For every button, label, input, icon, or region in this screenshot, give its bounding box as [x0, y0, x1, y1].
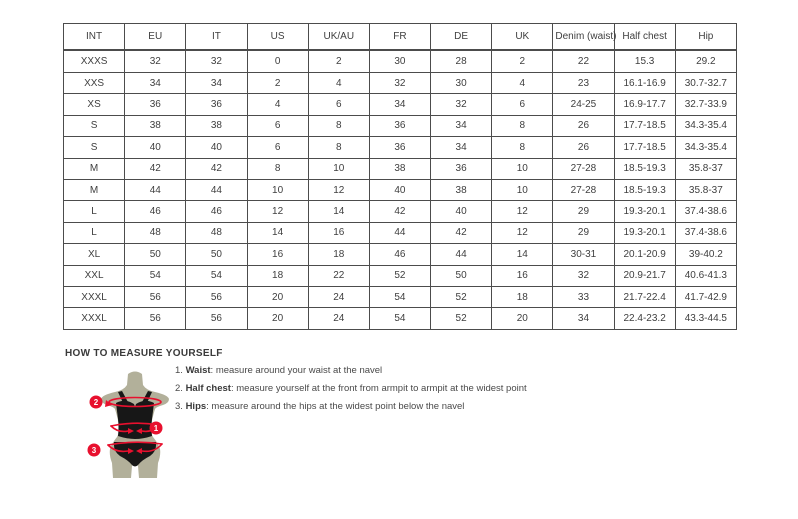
- table-cell: 38: [186, 115, 247, 136]
- table-cell: 30: [369, 50, 430, 72]
- size-row-s: [64, 115, 737, 136]
- table-cell: XS: [64, 94, 125, 115]
- column-header-uk-au: UK/AU: [308, 24, 369, 51]
- table-cell: 8: [308, 137, 369, 158]
- table-cell: 2: [247, 72, 308, 93]
- table-cell: 20: [247, 308, 308, 330]
- table-cell: 24: [308, 308, 369, 330]
- table-cell: 17.7-18.5: [614, 137, 675, 158]
- instruction-label: Hips: [185, 401, 207, 412]
- table-cell: 16: [492, 265, 553, 286]
- table-cell: 18: [492, 287, 553, 308]
- measurement-diagram: [85, 371, 185, 491]
- instruction-text: : measure yourself at the front from armpit to armpit at the widest point: [230, 383, 527, 394]
- table-cell: 34: [431, 115, 492, 136]
- table-cell: 40: [125, 137, 186, 158]
- size-row-l: [64, 222, 737, 243]
- table-cell: 12: [308, 179, 369, 200]
- table-cell: 34: [431, 137, 492, 158]
- instruction-number: 2.: [175, 383, 186, 394]
- table-cell: 22: [308, 265, 369, 286]
- table-cell: 18: [247, 265, 308, 286]
- table-cell: 27-28: [553, 158, 614, 179]
- size-row-xxs: [64, 72, 737, 93]
- table-cell: 34: [125, 72, 186, 93]
- table-cell: 56: [186, 308, 247, 330]
- table-cell: 54: [186, 265, 247, 286]
- table-cell: 52: [431, 287, 492, 308]
- table-cell: 43.3-44.5: [675, 308, 736, 330]
- table-cell: S: [64, 137, 125, 158]
- table-cell: 8: [247, 158, 308, 179]
- table-cell: L: [64, 201, 125, 222]
- size-chart-table: [63, 23, 737, 330]
- table-cell: 36: [369, 137, 430, 158]
- table-cell: 54: [369, 308, 430, 330]
- table-cell: XXXL: [64, 308, 125, 330]
- table-cell: 14: [247, 222, 308, 243]
- table-cell: 50: [125, 244, 186, 265]
- table-cell: 20: [492, 308, 553, 330]
- table-cell: 34.3-35.4: [675, 115, 736, 136]
- table-cell: 10: [308, 158, 369, 179]
- size-table-body: [64, 50, 737, 330]
- table-cell: 52: [369, 265, 430, 286]
- table-cell: 56: [125, 287, 186, 308]
- table-cell: 2: [492, 50, 553, 72]
- table-cell: 26: [553, 115, 614, 136]
- table-cell: 35.8-37: [675, 179, 736, 200]
- table-cell: 28: [431, 50, 492, 72]
- table-cell: XL: [64, 244, 125, 265]
- table-cell: 32.7-33.9: [675, 94, 736, 115]
- table-cell: 36: [125, 94, 186, 115]
- table-cell: 38: [125, 115, 186, 136]
- table-cell: 23: [553, 72, 614, 93]
- size-row-xxxl: [64, 287, 737, 308]
- size-row-m: [64, 179, 737, 200]
- table-cell: 32: [369, 72, 430, 93]
- table-cell: 30.7-32.7: [675, 72, 736, 93]
- table-cell: 38: [431, 179, 492, 200]
- table-cell: 29: [553, 201, 614, 222]
- table-cell: S: [64, 115, 125, 136]
- instruction-item: [175, 366, 735, 376]
- table-cell: 22: [553, 50, 614, 72]
- table-cell: 4: [308, 72, 369, 93]
- size-row-xxxs: [64, 50, 737, 72]
- column-header-uk: UK: [492, 24, 553, 51]
- table-cell: 12: [492, 222, 553, 243]
- column-header-denim-waist-: Denim (waist): [553, 24, 614, 51]
- table-cell: 4: [492, 72, 553, 93]
- table-cell: 37.4-38.6: [675, 222, 736, 243]
- table-cell: 44: [369, 222, 430, 243]
- instruction-text: : measure around the hips at the widest point below the navel: [206, 401, 465, 412]
- table-cell: 8: [492, 115, 553, 136]
- table-cell: 48: [125, 222, 186, 243]
- size-row-xxl: [64, 265, 737, 286]
- column-header-it: IT: [186, 24, 247, 51]
- instruction-item: [175, 384, 735, 394]
- column-header-eu: EU: [125, 24, 186, 51]
- table-cell: 40: [186, 137, 247, 158]
- table-cell: 14: [492, 244, 553, 265]
- table-cell: 4: [247, 94, 308, 115]
- instruction-text: : measure around your waist at the navel: [210, 365, 383, 376]
- table-cell: 20: [247, 287, 308, 308]
- table-cell: 38: [369, 158, 430, 179]
- table-cell: 48: [186, 222, 247, 243]
- table-cell: 12: [492, 201, 553, 222]
- table-cell: 14: [308, 201, 369, 222]
- table-cell: 19.3-20.1: [614, 201, 675, 222]
- table-cell: 44: [431, 244, 492, 265]
- size-row-xxxl: [64, 308, 737, 330]
- table-cell: 30-31: [553, 244, 614, 265]
- table-cell: 42: [369, 201, 430, 222]
- table-cell: 19.3-20.1: [614, 222, 675, 243]
- column-header-half-chest: Half chest: [614, 24, 675, 51]
- table-cell: 46: [186, 201, 247, 222]
- size-row-xl: [64, 244, 737, 265]
- table-cell: 6: [247, 115, 308, 136]
- column-header-int: INT: [64, 24, 125, 51]
- column-header-hip: Hip: [675, 24, 736, 51]
- table-cell: 10: [492, 179, 553, 200]
- table-cell: 42: [186, 158, 247, 179]
- table-cell: 24-25: [553, 94, 614, 115]
- table-cell: XXXS: [64, 50, 125, 72]
- table-cell: 36: [369, 115, 430, 136]
- table-cell: 32: [186, 50, 247, 72]
- table-cell: 32: [553, 265, 614, 286]
- size-table-head: [64, 24, 737, 51]
- table-cell: 56: [125, 308, 186, 330]
- table-cell: 17.7-18.5: [614, 115, 675, 136]
- measure-marker-3: [88, 444, 101, 457]
- table-cell: 40.6-41.3: [675, 265, 736, 286]
- table-cell: 50: [186, 244, 247, 265]
- size-table-header-row: [64, 24, 737, 51]
- table-cell: 35.8-37: [675, 158, 736, 179]
- table-cell: 18.5-19.3: [614, 179, 675, 200]
- table-cell: 10: [247, 179, 308, 200]
- table-cell: 34: [369, 94, 430, 115]
- table-cell: 52: [431, 308, 492, 330]
- table-cell: 18: [308, 244, 369, 265]
- table-cell: 18.5-19.3: [614, 158, 675, 179]
- table-cell: 8: [308, 115, 369, 136]
- table-cell: M: [64, 179, 125, 200]
- table-cell: 42: [431, 222, 492, 243]
- table-cell: 22.4-23.2: [614, 308, 675, 330]
- column-header-us: US: [247, 24, 308, 51]
- table-cell: 44: [125, 179, 186, 200]
- table-cell: 56: [186, 287, 247, 308]
- instruction-number: 1.: [175, 365, 186, 376]
- table-cell: 16.9-17.7: [614, 94, 675, 115]
- table-cell: 40: [431, 201, 492, 222]
- column-header-fr: FR: [369, 24, 430, 51]
- measure-section-heading: HOW TO MEASURE YOURSELF: [65, 348, 223, 359]
- table-cell: 20.9-21.7: [614, 265, 675, 286]
- table-cell: 32: [125, 50, 186, 72]
- size-row-xs: [64, 94, 737, 115]
- table-cell: XXS: [64, 72, 125, 93]
- table-cell: 27-28: [553, 179, 614, 200]
- table-cell: 34.3-35.4: [675, 137, 736, 158]
- table-cell: 54: [369, 287, 430, 308]
- table-cell: 54: [125, 265, 186, 286]
- table-cell: 46: [125, 201, 186, 222]
- table-cell: 16: [308, 222, 369, 243]
- table-cell: 20.1-20.9: [614, 244, 675, 265]
- table-cell: 33: [553, 287, 614, 308]
- table-cell: 6: [308, 94, 369, 115]
- table-cell: 29: [553, 222, 614, 243]
- table-cell: 10: [492, 158, 553, 179]
- table-cell: 39-40.2: [675, 244, 736, 265]
- table-cell: 2: [308, 50, 369, 72]
- table-cell: 24: [308, 287, 369, 308]
- instruction-number: 3.: [175, 401, 186, 412]
- table-cell: 8: [492, 137, 553, 158]
- instruction-item: [175, 402, 735, 412]
- table-cell: 6: [247, 137, 308, 158]
- table-cell: 26: [553, 137, 614, 158]
- table-cell: 34: [553, 308, 614, 330]
- table-cell: 46: [369, 244, 430, 265]
- table-cell: 16.1-16.9: [614, 72, 675, 93]
- table-cell: L: [64, 222, 125, 243]
- size-row-m: [64, 158, 737, 179]
- marker-2-label: 2: [93, 398, 99, 407]
- table-cell: 30: [431, 72, 492, 93]
- marker-1-label: 1: [153, 424, 159, 433]
- size-row-s: [64, 137, 737, 158]
- column-header-de: DE: [431, 24, 492, 51]
- size-row-l: [64, 201, 737, 222]
- table-cell: 32: [431, 94, 492, 115]
- table-cell: XXL: [64, 265, 125, 286]
- table-cell: 16: [247, 244, 308, 265]
- measure-marker-1: [150, 422, 163, 435]
- table-cell: 36: [186, 94, 247, 115]
- marker-3-label: 3: [91, 446, 97, 455]
- table-cell: 34: [186, 72, 247, 93]
- table-cell: 44: [186, 179, 247, 200]
- table-cell: M: [64, 158, 125, 179]
- table-cell: 21.7-22.4: [614, 287, 675, 308]
- table-cell: 6: [492, 94, 553, 115]
- instruction-label: Waist: [185, 365, 211, 376]
- table-cell: 41.7-42.9: [675, 287, 736, 308]
- table-cell: 37.4-38.6: [675, 201, 736, 222]
- table-cell: 12: [247, 201, 308, 222]
- measure-marker-2: [90, 396, 103, 409]
- table-cell: 42: [125, 158, 186, 179]
- measure-instructions: [175, 366, 735, 420]
- table-cell: 36: [431, 158, 492, 179]
- table-cell: 0: [247, 50, 308, 72]
- table-cell: 15.3: [614, 50, 675, 72]
- table-cell: 40: [369, 179, 430, 200]
- instruction-label: Half chest: [185, 383, 231, 394]
- table-cell: 50: [431, 265, 492, 286]
- table-cell: XXXL: [64, 287, 125, 308]
- table-cell: 29.2: [675, 50, 736, 72]
